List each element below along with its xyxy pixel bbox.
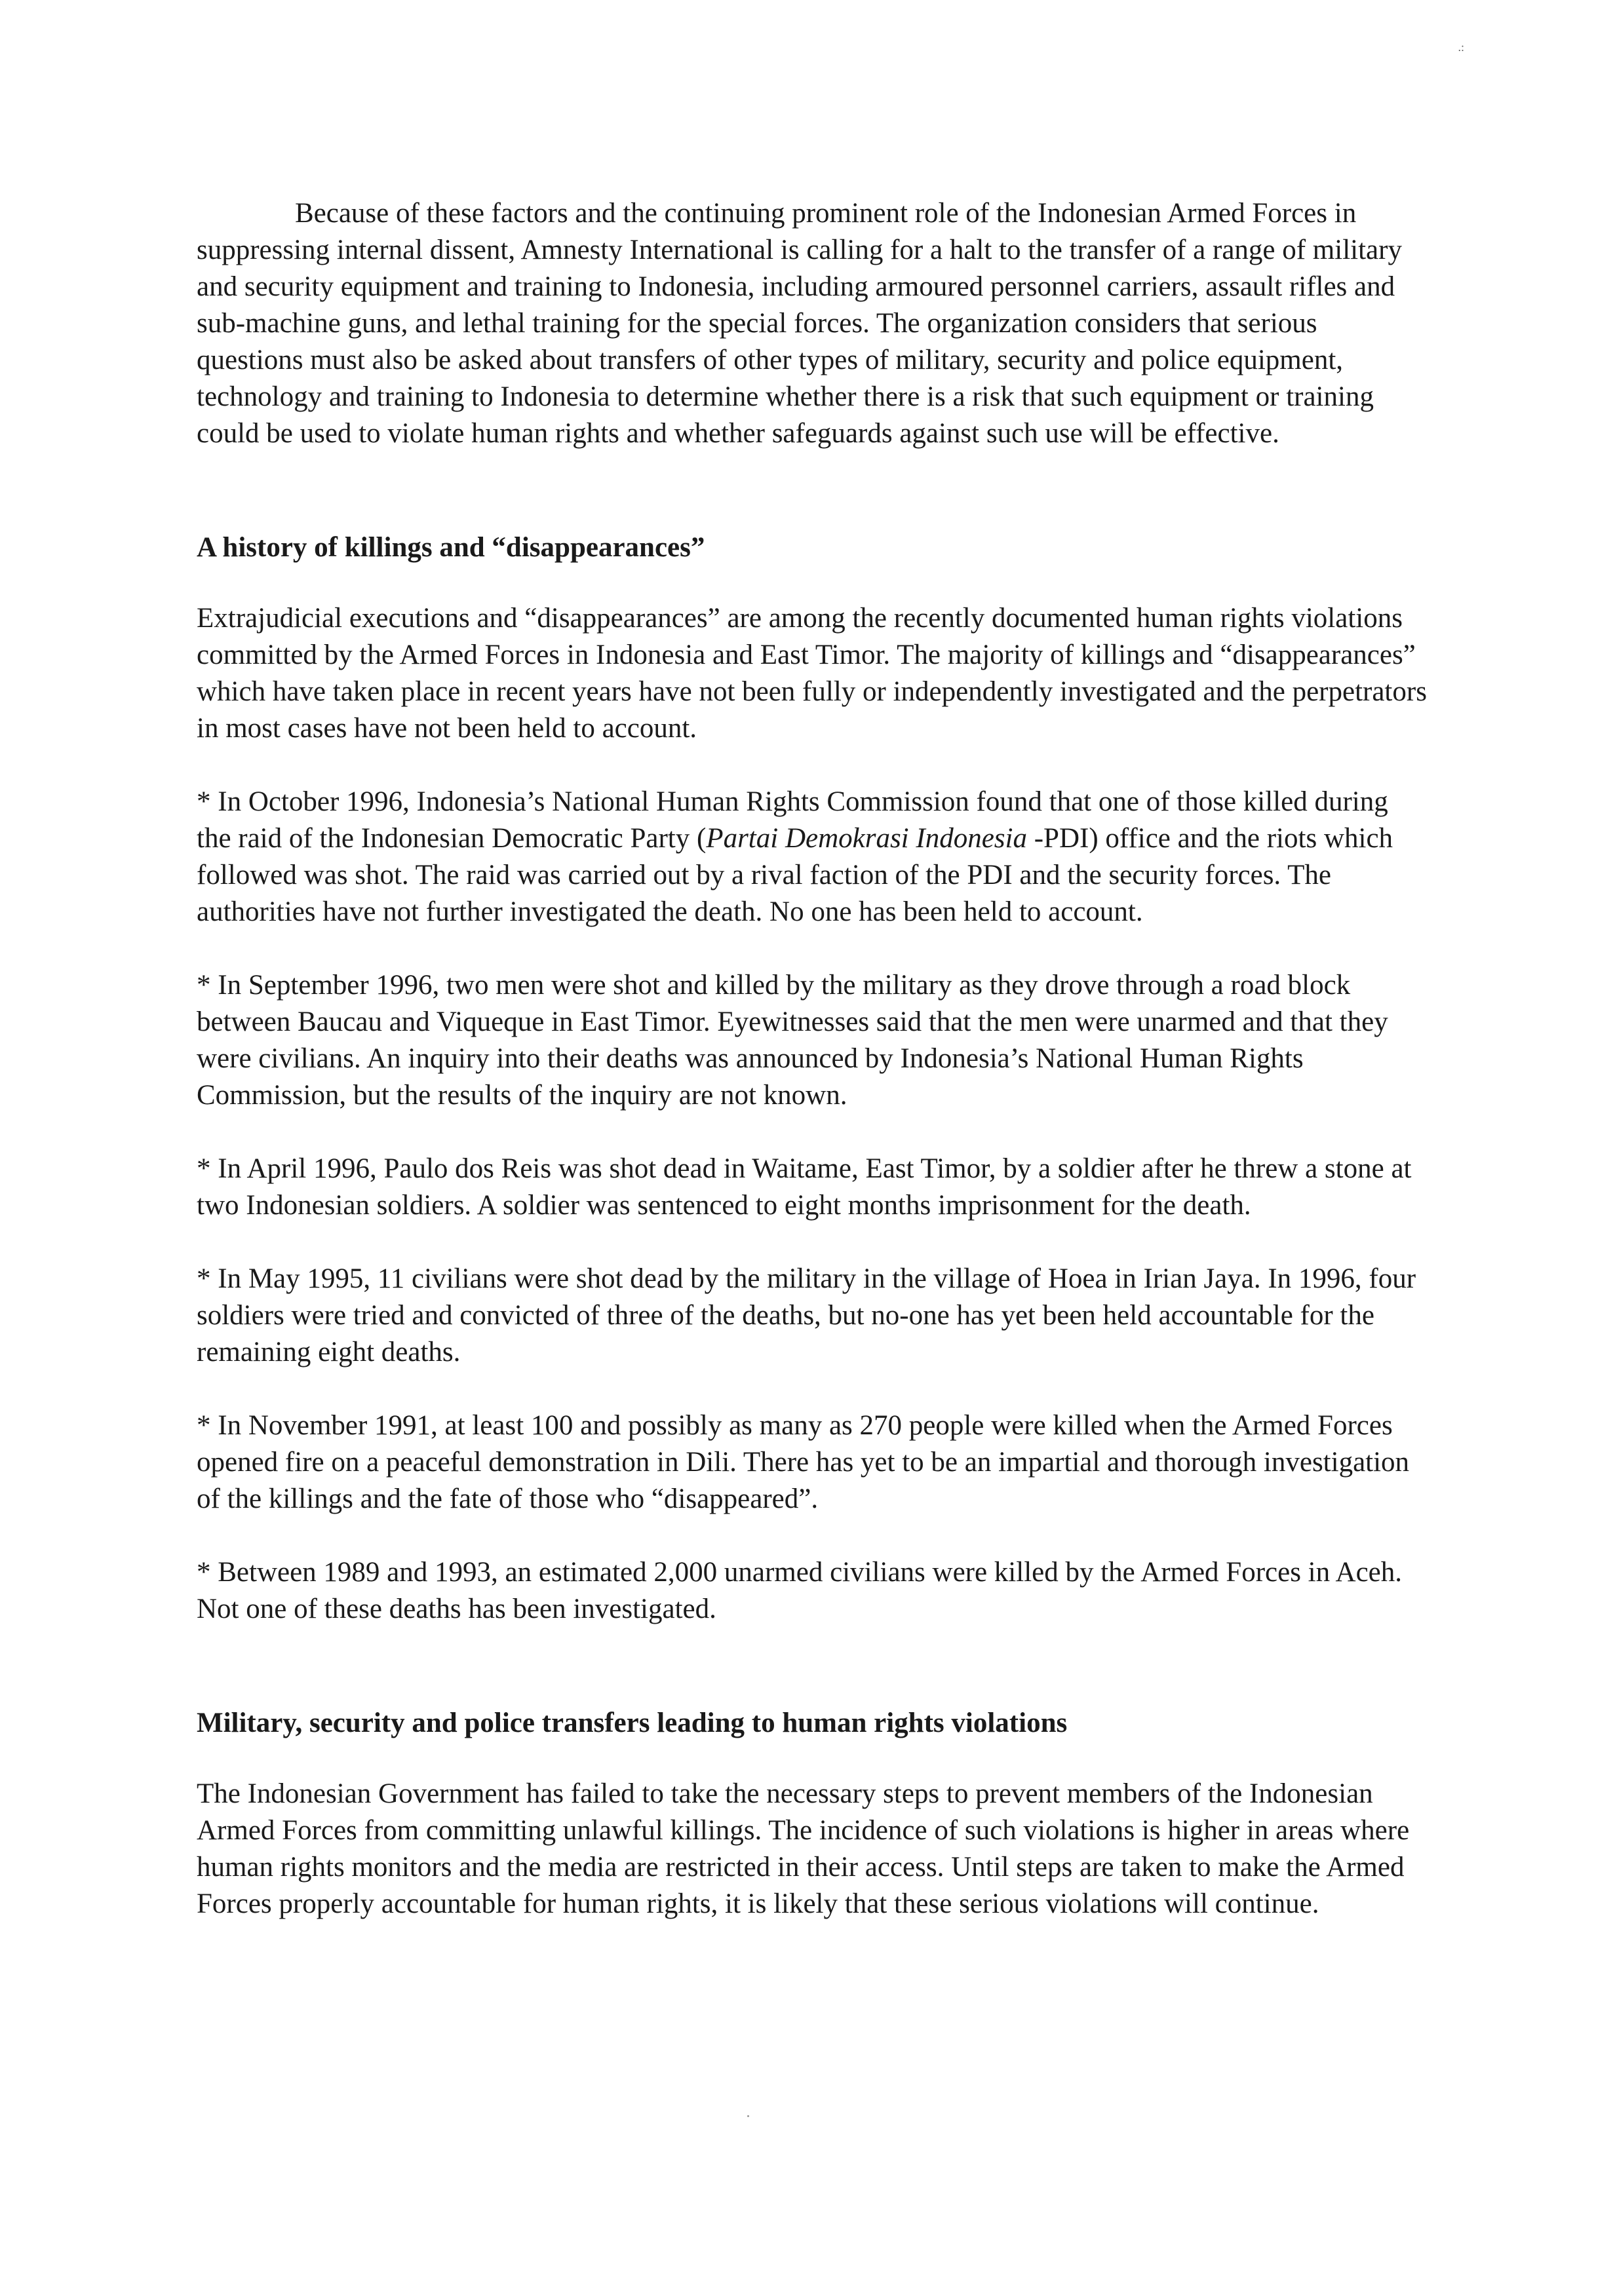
document-body [197,195,1429,1923]
killings-item-1989-1993: * Between 1989 and 1993, an estimated 2,000 unarmed civilians were killed by the Armed Forces in Aceh. Not one of these deaths has been investigated. [197,1557,1402,1624]
item-text: -PDI) office and the riots which followed was shot. The raid was carried out by a rival faction of the PDI and the security forces. The authorities have not further investigated the death. No one has been held to account. [197,823,1393,927]
section-heading-transfers: Military, security and police transfers leading to human rights violations [197,1708,1068,1738]
killings-item-may-1995: * In May 1995, 11 civilians were shot dead by the military in the village of Hoea in Irian Jaya. In 1996, four soldiers were tried and convicted of three of the deaths, but no-one has yet been held accountable for the remaining eight deaths. [197,1263,1416,1368]
killings-lead-paragraph: Extrajudicial executions and “disappearances” are among the recently documented human rights violations committed by the Armed Forces in Indonesia and East Timor. The majority of killings and “disappearances” which have taken place in recent years have not been fully or independently investigated and the perpetrators in most cases have not been held to account. [197,603,1427,744]
killings-item-september-1996: * In September 1996, two men were shot and killed by the military as they drove through a road block between Baucau and Viqueque in East Timor. Eyewitnesses said that the men were unarmed and that they were civilians. An inquiry into their deaths was announced by Indonesia’s National Human Rights Commission, but the results of the inquiry are not known. [197,970,1388,1111]
killings-item-april-1996: * In April 1996, Paulo dos Reis was shot dead in Waitame, East Timor, by a soldier after he threw a stone at two Indonesian soldiers. A soldier was sentenced to eight months imprisonment for the death. [197,1153,1412,1221]
item-text: * In October 1996, Indonesia’s National Human Rights Commission found that one of those killed during the raid of the Indonesian Democratic Party ( [197,786,1388,854]
section-heading-killings: A history of killings and “disappearances” [197,532,705,563]
party-name-italic: Partai Demokrasi Indonesia [706,823,1027,854]
intro-paragraph: Because of these factors and the continuing prominent role of the Indonesian Armed Forces in suppressing internal dissent, Amnesty International is calling for a halt to the transfer of a range of military and security equipment and training to Indonesia, including armoured personnel carriers, assault rifles and sub-machine guns, and lethal training for the special forces. The organization considers that serious questions must also be asked about transfers of other types of military, security and police equipment, technology and training to Indonesia to determine whether there is a risk that such equipment or training could be used to violate human rights and whether safeguards against such use will be effective. [197,198,1402,449]
killings-item-november-1991: * In November 1991, at least 100 and possibly as many as 270 people were killed when the Armed Forces opened fire on a peaceful demonstration in Dili. There has yet to be an impartial and thorough investigation of the killings and the fate of those who “disappeared”. [197,1410,1410,1514]
transfers-lead-paragraph: The Indonesian Government has failed to take the necessary steps to prevent members of the Indonesian Armed Forces from committing unlawful killings. The incidence of such violations is higher in areas where human rights monitors and the media are restricted in their access. Until steps are taken to make the Armed Forces properly accountable for human rights, it is likely that these serious violations will continue. [197,1778,1410,1919]
killings-item-october-1996 [197,784,1429,930]
scan-speck: .: [1458,41,1464,54]
scan-dot [747,2115,749,2117]
